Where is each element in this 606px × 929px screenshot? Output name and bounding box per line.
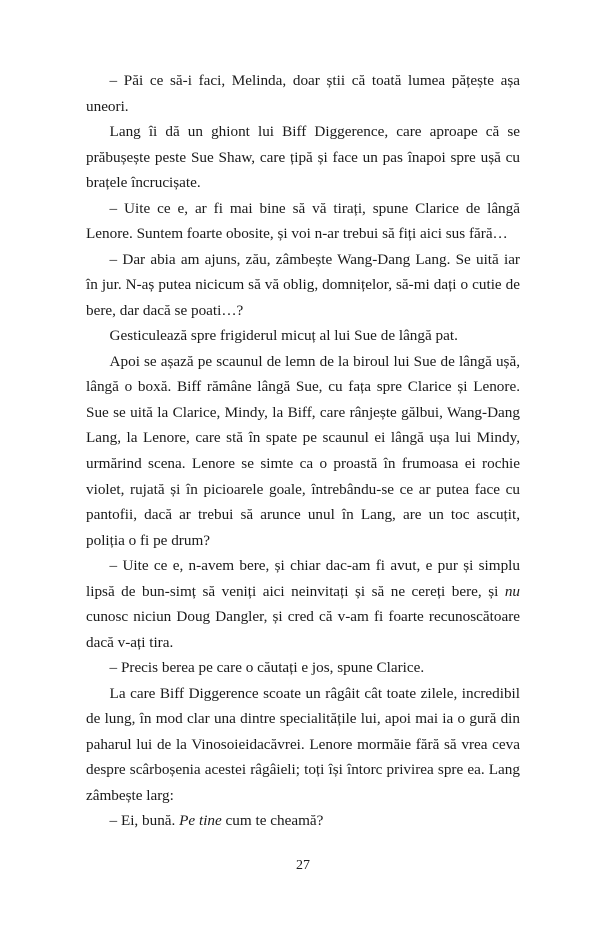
- paragraph: Apoi se așază pe scaunul de lemn de la biroul lui Sue de lângă ușă, lângă o boxă. Biff rămâne lângă Sue, cu fața spre Clarice și Lenore. Sue se uită la Clarice, Mindy, la Biff, care rânjește gălbui, Wang-Dang Lang, la Lenore, care stă în spate pe scaunul ei lângă ușa lui Mindy, urmărind scena. Lenore se simte ca o proastă în frumoasa ei rochie violet, rujată și în picioarele goale, întrebându-se ce ar putea face cu pantofii, dacă ar trebui să arunce unul în Lang, are un toc ascuțit, poliția o fi pe drum?: [86, 352, 520, 549]
- paragraph: La care Biff Diggerence scoate un râgâit cât toate zilele, incredibil de lung, în mod clar una dintre specialitățile lui, apoi mai ia o gură din paharul lui de la Vinosoieidacăvrei. Lenore mormăie fără să vrea ceva despre scârboșenia acestei râgâieli; toți își întorc privirea spre ea. Lang zâmbește larg:: [86, 684, 520, 804]
- paragraph: – Ei, bună. Pe tine cum te cheamă?: [109, 812, 324, 830]
- paragraph: – Uite ce e, n-avem bere, și chiar dac-am fi avut, e pur și simplu lipsă de bun-simț să veniți aici neinvitați și să ne cereți bere, și nu cunosc niciun Doug Dangler, și cred că v-am fi foarte recunoscătoare dacă v-ați tira.: [86, 557, 520, 651]
- paragraph: – Uite ce e, ar fi mai bine să vă tirați, spune Clarice de lângă Lenore. Suntem foarte obosite, și voi n-ar trebui să fiți aici sus fără…: [86, 199, 520, 243]
- emphasis-text: nu: [504, 582, 520, 600]
- page-number: 27: [296, 858, 310, 873]
- paragraph: – Păi ce să-i faci, Melinda, doar știi că toată lumea pățește așa uneori.: [86, 72, 520, 115]
- page-body-text: [86, 68, 520, 834]
- paragraph: Lang îi dă un ghiont lui Biff Diggerence, care aproape că se prăbușește peste Sue Shaw, care țipă și face un pas înapoi spre ușă cu brațele încrucișate.: [86, 123, 520, 192]
- paragraph: – Dar abia am ajuns, zău, zâmbește Wang-Dang Lang. Se uită iar în jur. N-aș putea nicicum să vă oblig, domnițelor, să-mi dați o cutie de bere, dar dacă se poati…?: [86, 250, 520, 319]
- paragraph: – Precis berea pe care o căutați e jos, spune Clarice.: [109, 659, 425, 677]
- paragraph: Gesticulează spre frigiderul micuț al lui Sue de lângă pat.: [109, 327, 458, 345]
- emphasis-text: Pe tine: [179, 812, 222, 830]
